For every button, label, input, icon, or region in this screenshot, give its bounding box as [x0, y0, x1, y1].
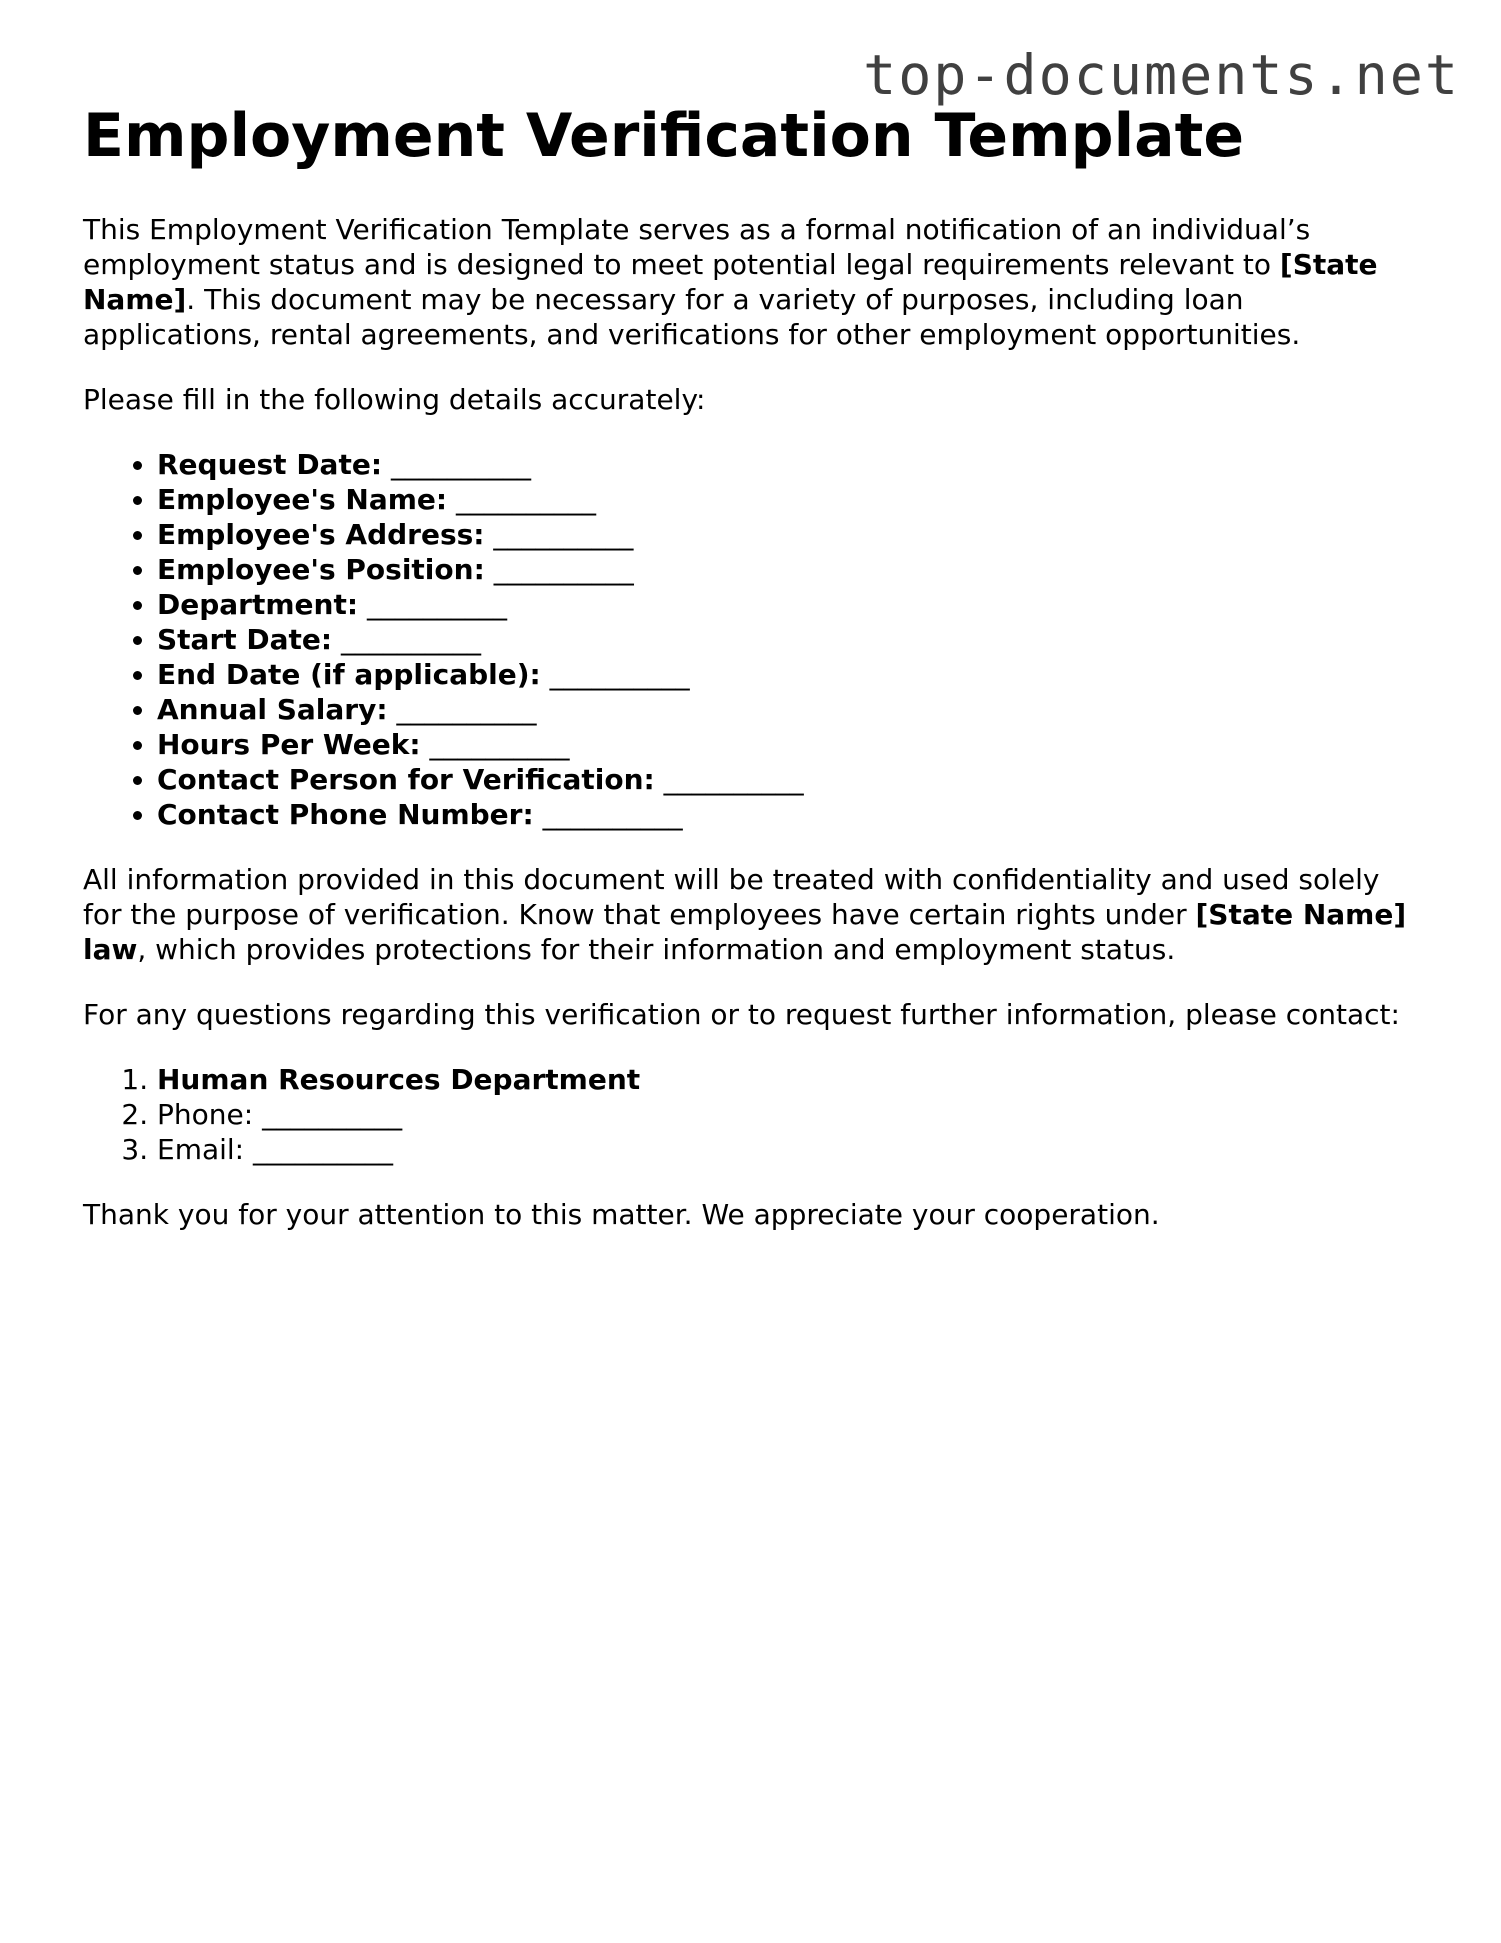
instruction-text: Please fill in the following details accurately:: [83, 383, 706, 416]
document-body: [83, 100, 1423, 1262]
field-employee-address: [157, 517, 1423, 552]
field-employee-name: [157, 482, 1423, 517]
field-department: [157, 587, 1423, 622]
details-list: [83, 447, 1423, 832]
blank-line: __________: [549, 658, 690, 691]
field-end-date: [157, 657, 1423, 692]
field-start-date: [157, 622, 1423, 657]
field-contact-phone: [157, 797, 1423, 832]
contact-phone: [157, 1097, 1423, 1132]
field-request-date: [157, 447, 1423, 482]
state-law-placeholder: [State Name] law: [83, 898, 1407, 966]
blank-line: __________: [366, 588, 507, 621]
blank-line: __________: [429, 728, 570, 761]
email-label: Email:: [157, 1133, 245, 1166]
field-label: End Date (if applicable):: [157, 658, 541, 691]
document-title: Employment Verification Template: [83, 101, 1245, 171]
field-label: Hours Per Week:: [157, 728, 421, 761]
field-hours-per-week: [157, 727, 1423, 762]
blank-line: __________: [663, 763, 804, 796]
field-employee-position: [157, 552, 1423, 587]
phone-label: Phone:: [157, 1098, 254, 1131]
blank-line: __________: [493, 553, 634, 586]
blank-line: __________: [396, 693, 537, 726]
field-label: Request Date:: [157, 448, 383, 481]
intro-paragraph: [83, 212, 1423, 352]
intro-text-2: . This document may be necessary for a variety of purposes, including loan applications, rental agreements, and verifications for other employment opportunities.: [83, 283, 1301, 351]
field-label: Annual Salary:: [157, 693, 388, 726]
contact-department: [157, 1062, 1423, 1097]
contact-email: [157, 1132, 1423, 1167]
blank-line: __________: [542, 798, 683, 831]
blank-line: __________: [262, 1098, 403, 1131]
field-annual-salary: [157, 692, 1423, 727]
watermark: top-documents.net: [863, 43, 1460, 107]
field-label: Department:: [157, 588, 359, 621]
blank-line: __________: [341, 623, 482, 656]
contact-list: [83, 1062, 1423, 1167]
state-name-placeholder: [State Name]: [83, 248, 1378, 316]
questions-paragraph: For any questions regarding this verification or to request further information, please contact:: [83, 998, 1400, 1031]
blank-line: __________: [493, 518, 634, 551]
field-label: Contact Phone Number:: [157, 798, 534, 831]
blank-line: __________: [390, 448, 531, 481]
closing-paragraph: Thank you for your attention to this matter. We appreciate your cooperation.: [83, 1198, 1160, 1231]
confidentiality-text-1: All information provided in this document will be treated with confidentiality and used solely for the purpose of verification. Know that employees have certain rights under: [83, 863, 1380, 931]
department-name: Human Resources Department: [157, 1063, 641, 1096]
intro-text-1: This Employment Verification Template serves as a formal notification of an individual’s employment status and is designed to meet potential legal requirements relevant to: [83, 213, 1311, 281]
field-label: Employee's Address:: [157, 518, 485, 551]
field-label: Contact Person for Verification:: [157, 763, 655, 796]
blank-line: __________: [253, 1133, 394, 1166]
field-label: Employee's Name:: [157, 483, 448, 516]
confidentiality-paragraph: [83, 862, 1423, 967]
field-label: Start Date:: [157, 623, 333, 656]
blank-line: __________: [456, 483, 596, 516]
field-label: Employee's Position:: [157, 553, 485, 586]
confidentiality-text-2: , which provides protections for their information and employment status.: [137, 933, 1176, 966]
field-contact-person: [157, 762, 1423, 797]
